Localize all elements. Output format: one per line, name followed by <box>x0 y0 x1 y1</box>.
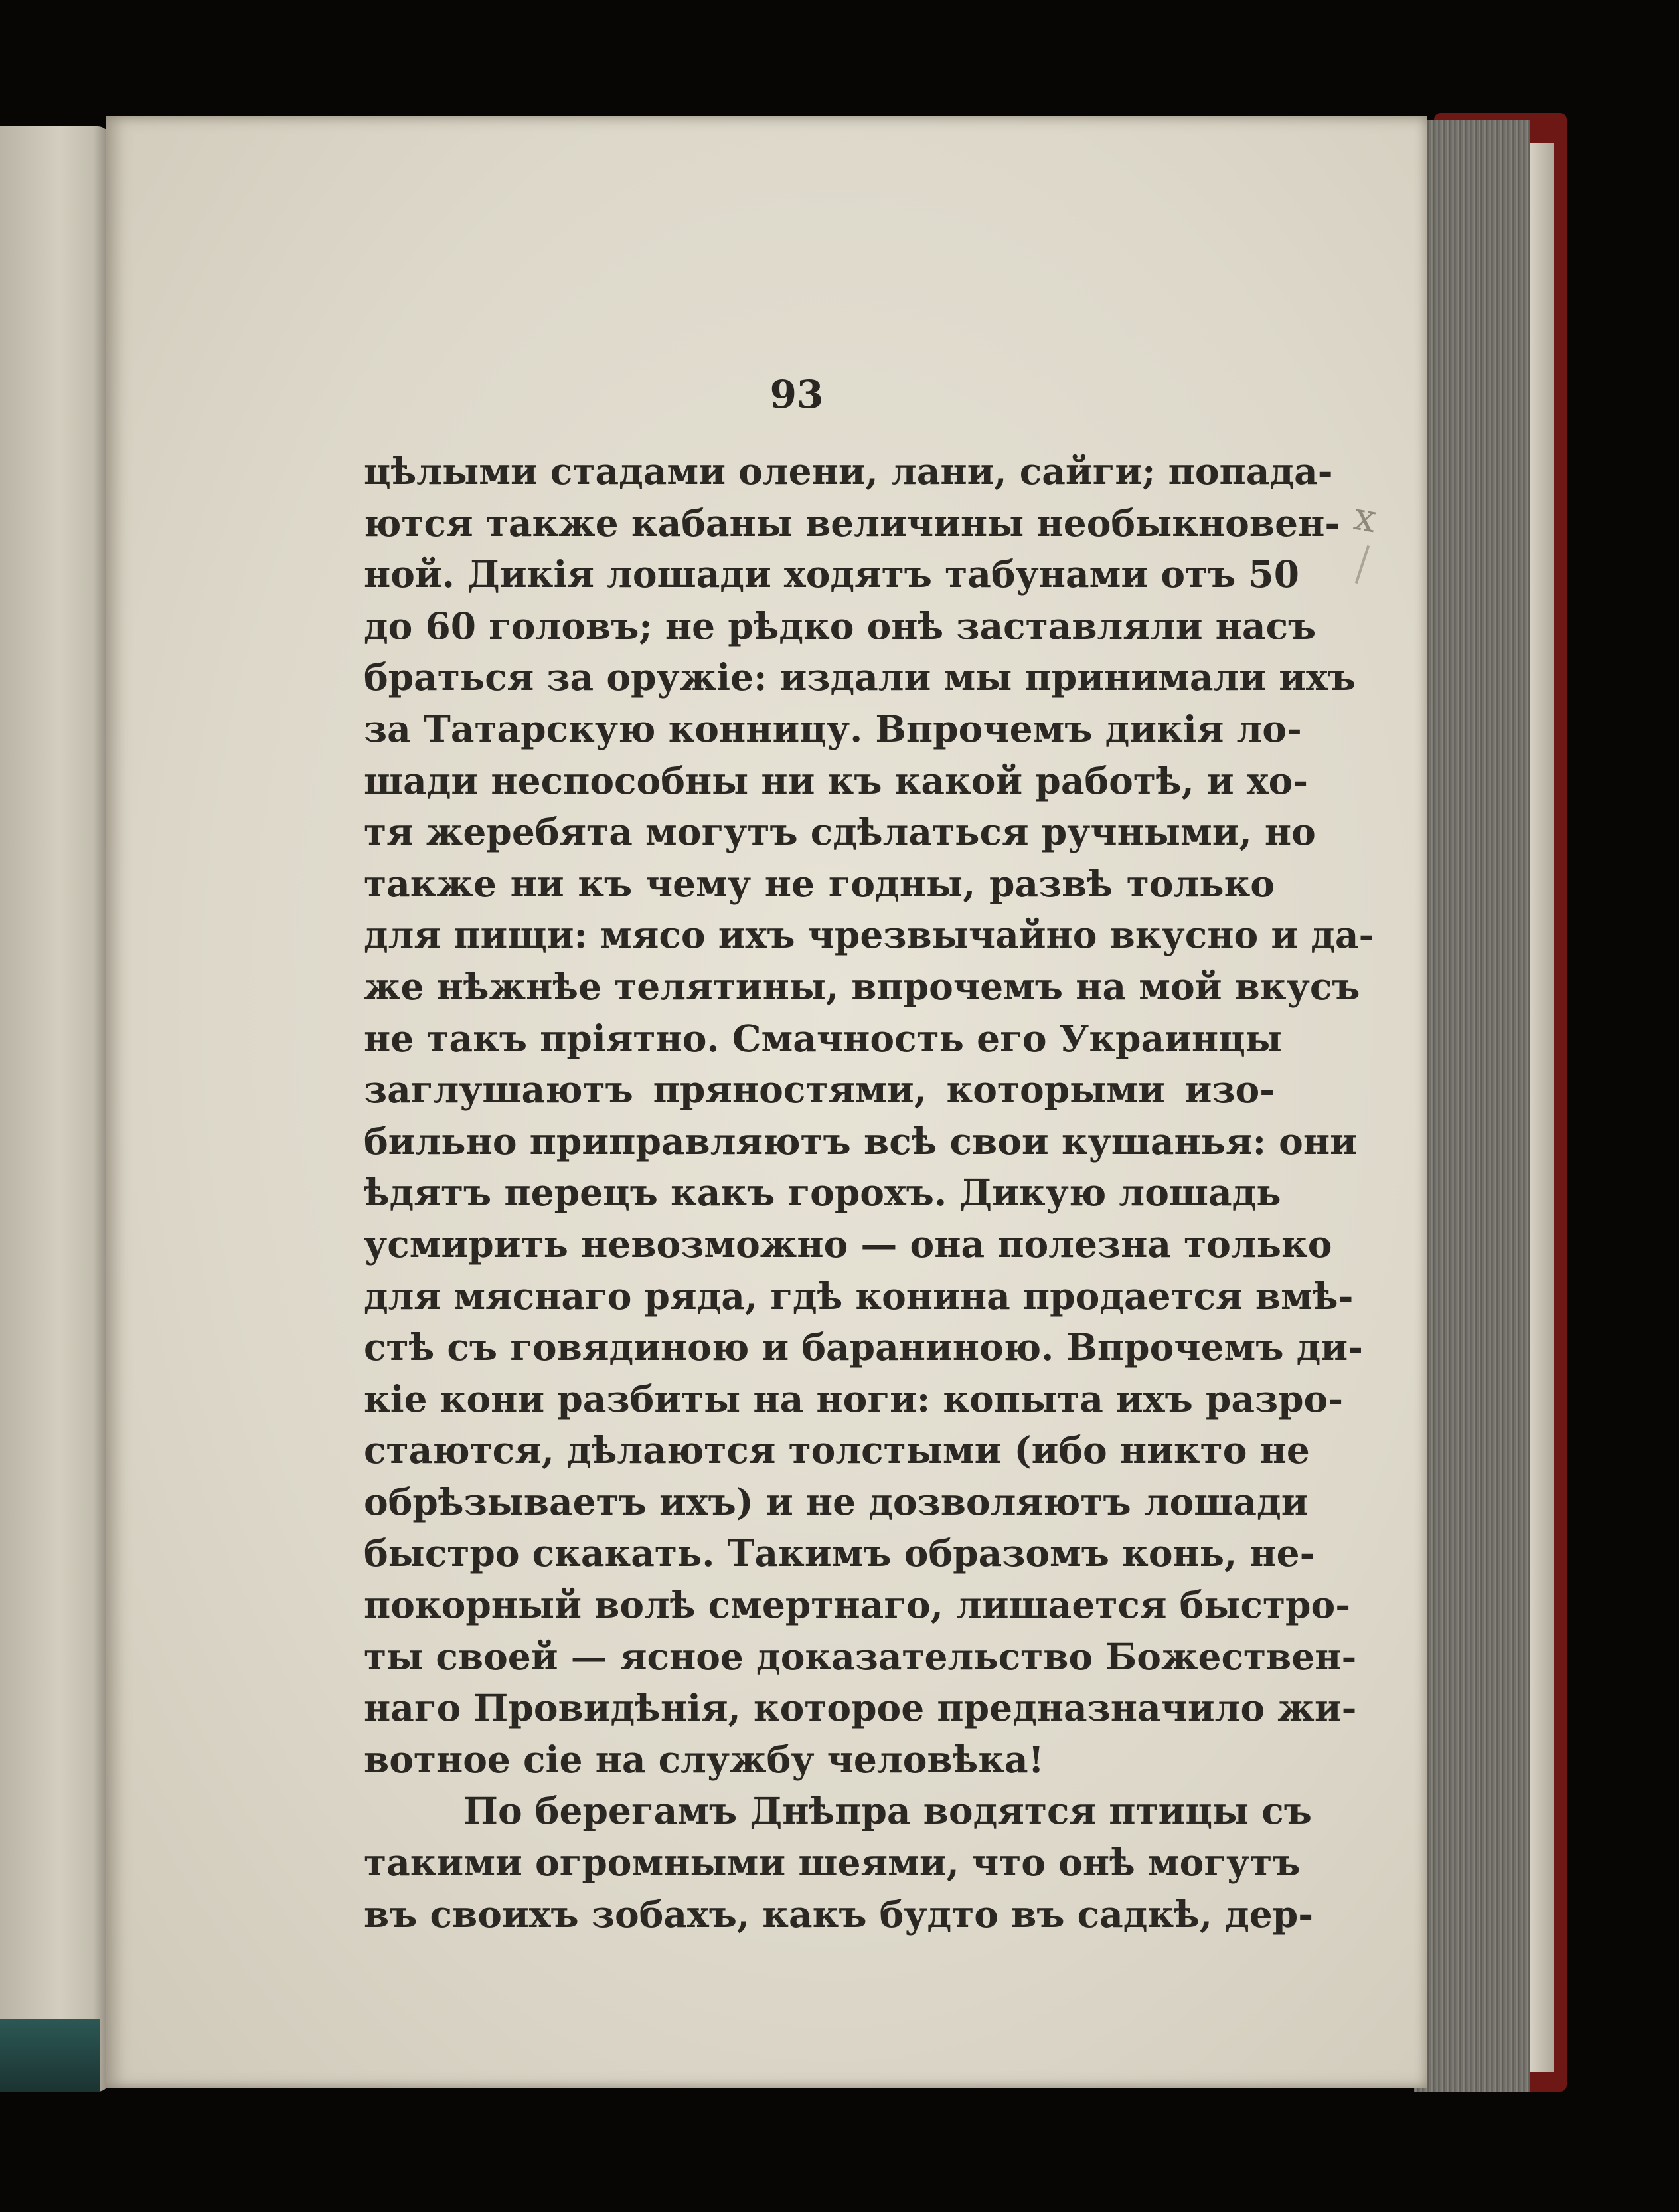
text-line: для пищи: мясо ихъ чрезвычайно вкусно и да- <box>364 913 1374 957</box>
text-line: тя жеребята могутъ сдѣлаться ручными, но <box>364 810 1316 854</box>
text-line: усмирить невозможно — она полезна только <box>364 1222 1332 1266</box>
margin-pencil-mark: x <box>1350 493 1380 542</box>
text-line: до 60 головъ; не рѣдко онѣ заставляли насъ <box>364 604 1317 647</box>
text-line: для мяснаго ряда, гдѣ конина продается вмѣ- <box>364 1274 1354 1318</box>
text-line: также ни къ чему не годны, развѣ только <box>364 861 1275 905</box>
text-line: вотное сіе на службу человѣка! <box>364 1737 1044 1781</box>
text-line: цѣлыми стадами олени, лани, сайги; попада- <box>364 450 1333 493</box>
margin-pencil-stroke <box>1355 545 1370 584</box>
book-page <box>106 116 1427 2088</box>
text-line: стѣ съ говядиною и бараниною. Впрочемъ ди- <box>364 1325 1363 1369</box>
text-line: же нѣжнѣе телятины, впрочемъ на мой вкусъ <box>364 964 1360 1008</box>
text-line: за Татарскую конницу. Впрочемъ дикія ло- <box>364 707 1302 750</box>
text-line: ты своей — ясное доказательство Божествен- <box>364 1634 1357 1678</box>
text-line: покорный волѣ смертнаго, лишается быстро- <box>364 1583 1351 1627</box>
text-line: наго Провидѣнія, которое предназначило жи- <box>364 1686 1357 1730</box>
text-line: стаются, дѣлаются толстыми (ибо никто не <box>364 1428 1310 1472</box>
left-page-teal-edge <box>0 2019 100 2092</box>
text-line: не такъ пріятно. Смачность его Украинцы <box>364 1016 1282 1060</box>
text-line: ются также кабаны величины необыкновен- <box>364 501 1340 545</box>
body-text <box>364 446 1374 1940</box>
text-line: кіе кони разбиты на ноги: копыта ихъ разро- <box>364 1377 1344 1420</box>
text-line: такими огромными шеями, что онѣ могутъ <box>364 1841 1301 1885</box>
page-number: 93 <box>769 372 824 417</box>
text-line: ѣдятъ перецъ какъ горохъ. Дикую лошадь <box>364 1171 1281 1215</box>
text-line: браться за оружіе: издали мы принимали ихъ <box>364 655 1356 699</box>
paragraph-first-line: По берегамъ Днѣпра водятся птицы съ <box>463 1789 1312 1833</box>
left-page-edge <box>0 126 110 2092</box>
text-line: бильно приправляютъ всѣ свои кушанья: они <box>364 1119 1357 1163</box>
text-line: шади неспособны ни къ какой работѣ, и хо- <box>364 758 1309 802</box>
text-line: ной. Дикія лошади ходятъ табунами отъ 50 <box>364 553 1299 596</box>
text-line: обрѣзываетъ ихъ) и не дозволяютъ лошади <box>364 1480 1309 1523</box>
text-line: быстро скакать. Такимъ образомъ конь, не- <box>364 1531 1315 1575</box>
text-line: заглушаютъ пряностями, которыми изо- <box>364 1068 1275 1112</box>
text-line: въ своихъ зобахъ, какъ будто въ садкѣ, дер- <box>364 1892 1314 1936</box>
